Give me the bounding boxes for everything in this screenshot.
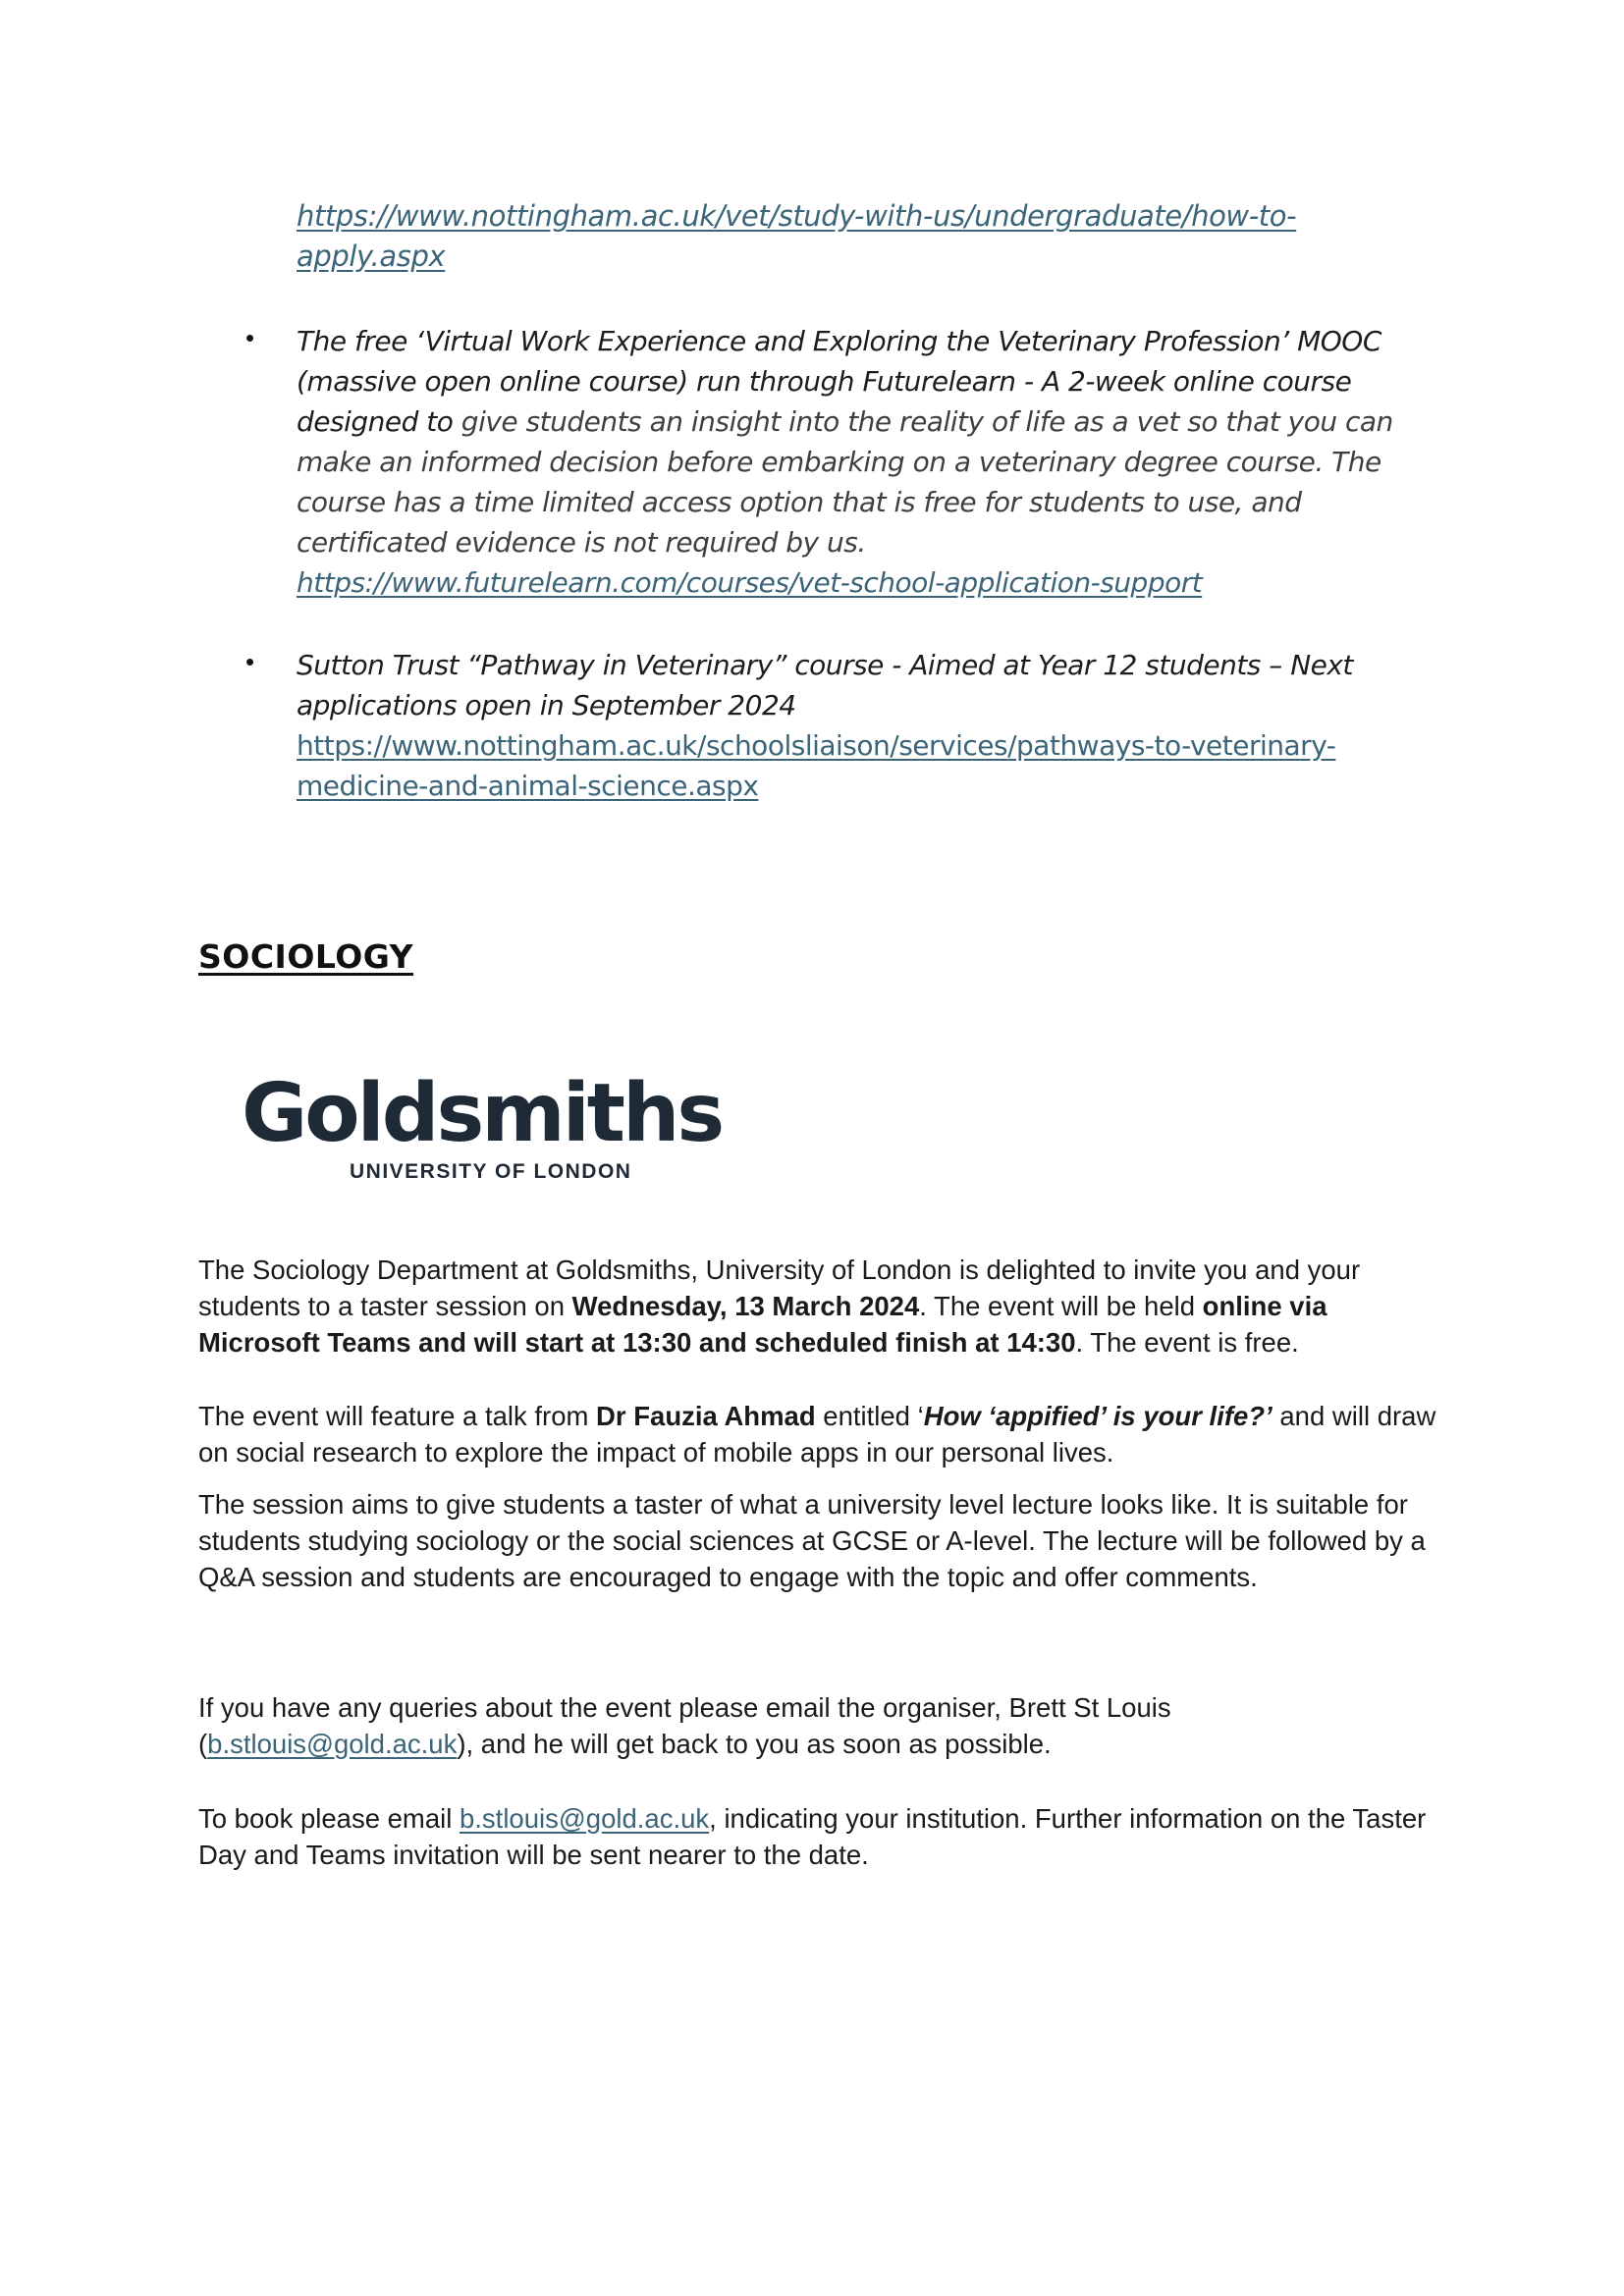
logo-subtitle: UNIVERSITY OF LONDON <box>350 1160 632 1183</box>
booking-email-link[interactable]: b.stlouis@gold.ac.uk <box>460 1803 710 1834</box>
section-heading-sociology: SOCIOLOGY <box>198 937 414 976</box>
paragraph-session-aims: The session aims to give students a taster of what a university level lecture looks like. It is suitable for students studying sociology or the social sciences at GCSE or A-level. The lecture will be followed by a Q&A session and students are encouraged to engage with the topic and offer comments. <box>198 1489 1426 1592</box>
bullet-symbol: • <box>245 323 255 352</box>
paragraph-booking: To book please email b.stlouis@gold.ac.uk, indicating your institution. Further information on the Taster Day and Teams invitation will be sent nearer to the date. <box>198 1803 1427 1870</box>
how-to-apply-link-line2[interactable]: apply.aspx <box>297 240 446 273</box>
paragraph-queries: If you have any queries about the event please email the organiser, Brett St Louis (b.stlouis@gold.ac.uk), and he will get back to you as soon as possible. <box>198 1692 1171 1759</box>
how-to-apply-link-line1[interactable]: https://www.nottingham.ac.uk/vet/study-with-us/undergraduate/how-to- <box>297 199 1297 233</box>
pathways-link-line1[interactable]: https://www.nottingham.ac.uk/schoolsliaison/services/pathways-to-veterinary- <box>297 729 1336 762</box>
bullet-text: Sutton Trust “Pathway in Veterinary” course - Aimed at Year 12 students – Next applications open in September 2024 https://www.nottingham.ac.uk/schoolsliaison/services/pathways-to-veterinary- medicine-and-animal-science.aspx <box>297 645 1426 806</box>
goldsmiths-logo <box>242 1067 723 1183</box>
organiser-email-link[interactable]: b.stlouis@gold.ac.uk <box>207 1729 458 1759</box>
logo-wordmark: Goldsmiths <box>242 1067 723 1160</box>
pathways-link-line2[interactable]: medicine-and-animal-science.aspx <box>297 770 759 802</box>
how-to-apply-link[interactable] <box>297 196 1406 277</box>
paragraph-talk: The event will feature a talk from Dr Fauzia Ahmad entitled ‘How ‘appified’ is your life?’ and will draw on social research to explore the impact of mobile apps in our personal lives. <box>198 1401 1436 1468</box>
futurelearn-link[interactable]: https://www.futurelearn.com/courses/vet-school-application-support <box>297 566 1203 599</box>
bullet-symbol: • <box>245 647 255 676</box>
bullet-text: The free ‘Virtual Work Experience and Exploring the Veterinary Profession’ MOOC (massive open online course) run through Futurelearn - A 2-week online course designed to give students an insight into the reality of life as a vet so that you can make an informed decision before embarking on a veterinary degree course. The course has a time limited access option that is free for students to use, and certificated evidence is not required by us. https://www.futurelearn.com/courses/vet-school-application-support <box>297 325 1393 599</box>
paragraph-invite: The Sociology Department at Goldsmiths, University of London is delighted to invite you and your students to a taster session on Wednesday, 13 March 2024. The event will be held online via Microsoft Teams and will start at 13:30 and scheduled finish at 14:30. The event is free. <box>198 1255 1361 1358</box>
